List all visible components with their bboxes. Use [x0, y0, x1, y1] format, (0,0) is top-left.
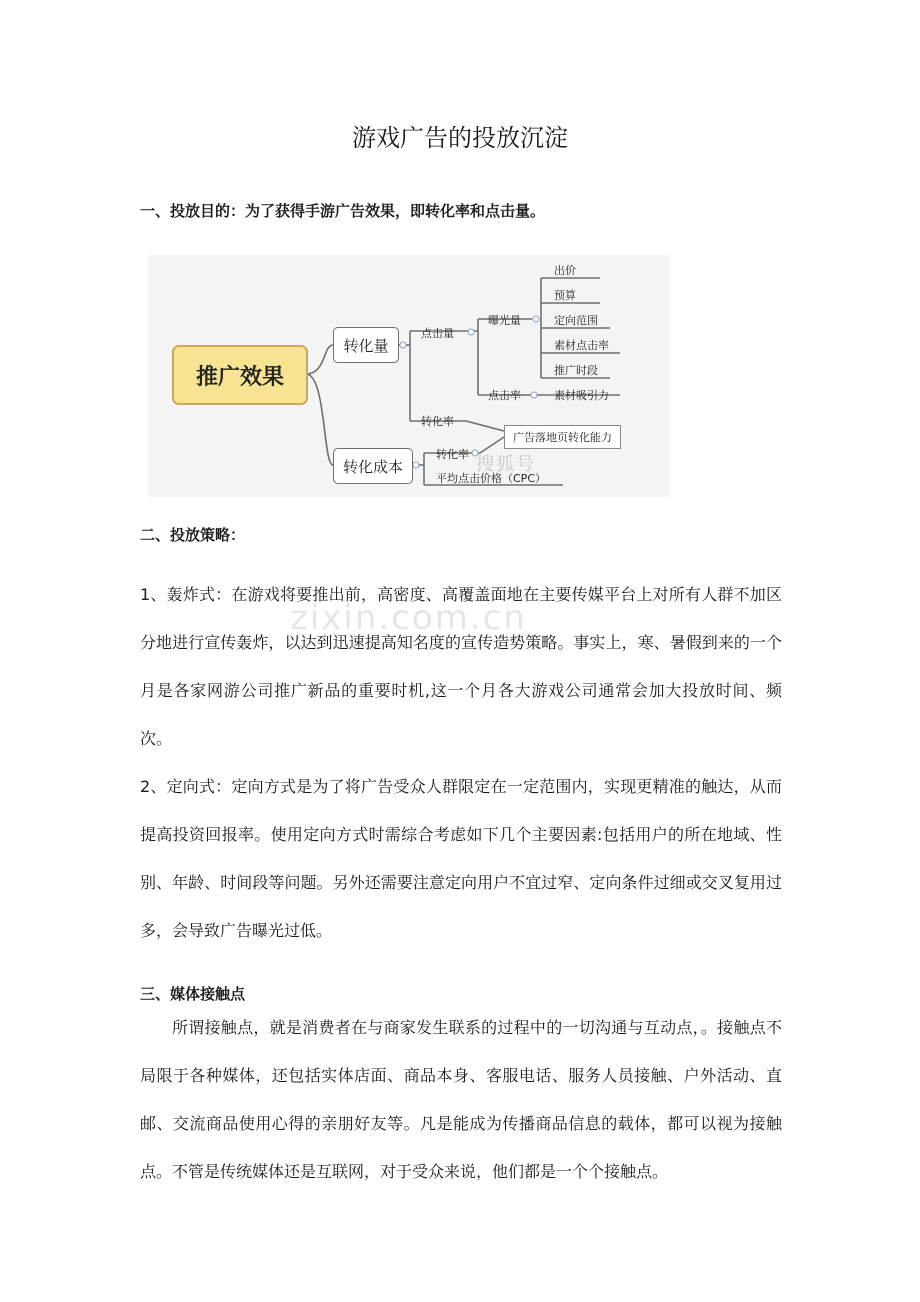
mindmap-label-conversion-rate-1: 转化率 — [421, 415, 454, 428]
mindmap-label-targeting: 定向范围 — [554, 314, 598, 327]
mindmap-label-ctr: 点击率 — [488, 389, 521, 402]
section2-heading: 二、投放策略： — [140, 526, 246, 544]
mindmap-label-avg-cpc: 平均点击价格（CPC） — [436, 472, 546, 485]
strategy-paragraph-1: 1、轰炸式：在游戏将要推出前，高密度、高覆盖面地在主要传媒平台上对所有人群不加区分地进行宣传轰炸，以达到迅速提高知名度的宣传造势策略。事实上，寒、暑假到来的一个月是各家网游公司推广新品的重要时机,这一个月各大游戏公司通常会加大投放时间、频次。 — [140, 585, 782, 748]
section3-heading: 三、媒体接触点 — [140, 985, 246, 1003]
mindmap-label-material-ctr: 素材点击率 — [554, 339, 609, 352]
mindmap-label-bid: 出价 — [554, 264, 576, 277]
section1-heading: 一、投放目的：为了获得手游广告效果，即转化率和点击量。 — [140, 202, 546, 220]
mindmap-node-conversion-volume: 转化量 — [333, 327, 399, 363]
page-watermark: zixin.com.cn — [290, 598, 527, 638]
mindmap-label-budget: 预算 — [554, 289, 576, 302]
mindmap-figure — [148, 255, 670, 497]
mindmap-label-conversion-rate-2: 转化率 — [436, 448, 469, 461]
mindmap-watermark: 搜狐号 — [476, 454, 536, 475]
mindmap-label-clicks: 点击量 — [421, 327, 454, 340]
mindmap-label-exposure: 曝光量 — [488, 314, 521, 327]
strategy-paragraph-2: 2、定向式：定向方式是为了将广告受众人群限定在一定范围内，实现更精准的触达，从而提高投资回报率。使用定向方式时需综合考虑如下几个主要因素:包括用户的所在地域、性别、年龄、时间段等问题。另外还需要注意定向用户不宜过窄、定向条件过细或交叉复用过多，会导致广告曝光过低。 — [140, 777, 782, 940]
mindmap-label-material-appeal: 素材吸引力 — [554, 389, 609, 402]
mindmap-root-node: 推广效果 — [172, 345, 308, 405]
mindmap-node-conversion-cost: 转化成本 — [333, 448, 413, 484]
mindmap-label-promo-period: 推广时段 — [554, 364, 598, 377]
touchpoint-paragraph: 所谓接触点，就是消费者在与商家发生联系的过程中的一切沟通与互动点，。接触点不局限于各种媒体，还包括实体店面、商品本身、客服电话、服务人员接触、户外活动、直邮、交流商品使用心得的亲朋好友等。凡是能成为传播商品信息的载体，都可以视为接触点。不管是传统媒体还是互联网，对于受众来说，他们都是一个个接触点。 — [140, 1018, 782, 1181]
document-title: 游戏广告的投放沉淀 — [352, 124, 568, 152]
mindmap-label-landing-page: 广告落地页转化能力 — [504, 425, 621, 449]
